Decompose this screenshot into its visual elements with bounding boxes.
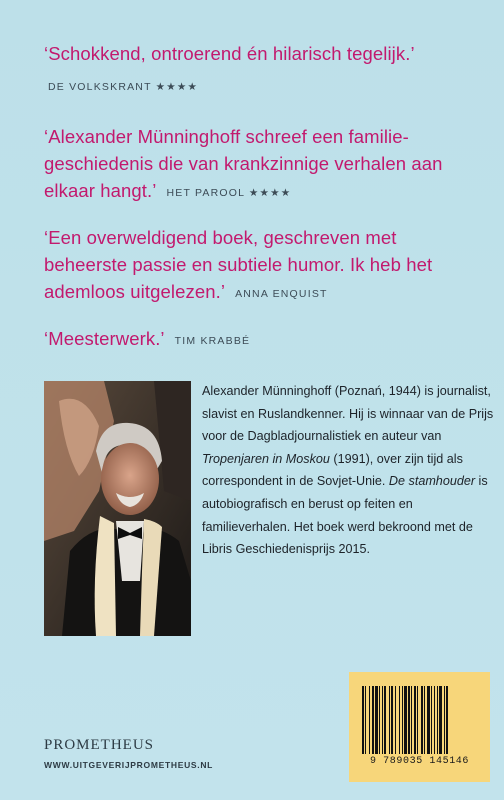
quote-text: ‘Alexander Münninghoff schreef een familiegeschiedenis die van krankzinnige verhalen aan elkaar hangt.’ xyxy=(44,126,443,201)
barcode-bar xyxy=(417,686,418,754)
review-quote-parool xyxy=(44,123,484,204)
bio-text-2: (1991), over zijn tijd als correspondent in de Sovjet-Unie. xyxy=(202,451,463,489)
publisher-url: WWW.UITGEVERIJPROMETHEUS.NL xyxy=(44,760,214,770)
isbn-number: 9 789035 145146 xyxy=(369,756,469,767)
barcode-bar xyxy=(391,686,393,754)
barcode-bar xyxy=(379,686,380,754)
barcode-bar xyxy=(421,686,423,754)
barcode-bar xyxy=(382,686,383,754)
author-bio xyxy=(202,380,502,561)
barcode-bar xyxy=(424,686,425,754)
barcode-bar xyxy=(408,686,410,754)
review-quote-volkskrant xyxy=(44,40,484,67)
review-quote-enquist xyxy=(44,224,484,305)
barcode-bar xyxy=(431,686,432,754)
barcode-bar xyxy=(375,686,378,754)
barcode-bar xyxy=(395,686,396,754)
barcode-bar xyxy=(399,686,400,754)
barcode-bar xyxy=(434,686,435,754)
bio-book-title-2: De stamhouder xyxy=(388,474,476,489)
barcode-bar xyxy=(427,686,430,754)
barcode-bar xyxy=(369,686,370,754)
barcode-bar xyxy=(411,686,412,754)
barcode-bar xyxy=(362,686,364,754)
author-photo xyxy=(44,381,191,636)
quote-text: ‘Schokkend, ontroerend én hilarisch tegelijk.’ xyxy=(44,43,415,64)
bio-text-1: Alexander Münninghoff (Poznań, 1944) is journalist, slavist en Ruslandkenner. Hij is winnaar van de Prijs voor de Dagbladjournalistiek en auteur van xyxy=(202,384,494,444)
review-quote-krabbe xyxy=(44,325,484,352)
barcode-bar xyxy=(402,686,403,754)
quote-attribution-krabbe: TIM KRABBÉ xyxy=(174,335,251,347)
quote-text: ‘Een overweldigend boek, geschreven met beheerste passie en subtiele humor. Ik heb het ademloos uitgelezen.’ xyxy=(44,227,433,302)
quote-attribution-enquist: ANNA ENQUIST xyxy=(235,288,328,300)
barcode-bar xyxy=(437,686,438,754)
barcode-bar xyxy=(365,686,366,754)
quote-text: ‘Meesterwerk.’ xyxy=(44,328,165,349)
barcode-bar xyxy=(384,686,386,754)
quote-attribution-volkskrant: DE VOLKSKRANT ★★★★ xyxy=(48,81,199,93)
barcode-bar xyxy=(404,686,407,754)
quote-attribution-parool: HET PAROOL ★★★★ xyxy=(166,187,292,199)
author-portrait-image xyxy=(44,381,191,636)
publisher-logo: PROMETHEUS xyxy=(44,737,155,753)
barcode-bar xyxy=(439,686,442,754)
barcode-bar xyxy=(444,686,445,754)
barcode-bar xyxy=(446,686,448,754)
barcode-bar xyxy=(389,686,390,754)
barcode-bar xyxy=(372,686,374,754)
barcode-bars xyxy=(362,686,477,754)
author-bio-text xyxy=(202,380,502,561)
bio-text-3: is autobiografisch en berust op feiten en familieverhalen. Het boek werd bekroond met de Libris Geschiedenisprijs 2015. xyxy=(202,474,488,557)
barcode-bar xyxy=(414,686,416,754)
bio-book-title-1: Tropenjaren in Moskou xyxy=(202,451,330,466)
isbn-barcode xyxy=(349,672,490,782)
